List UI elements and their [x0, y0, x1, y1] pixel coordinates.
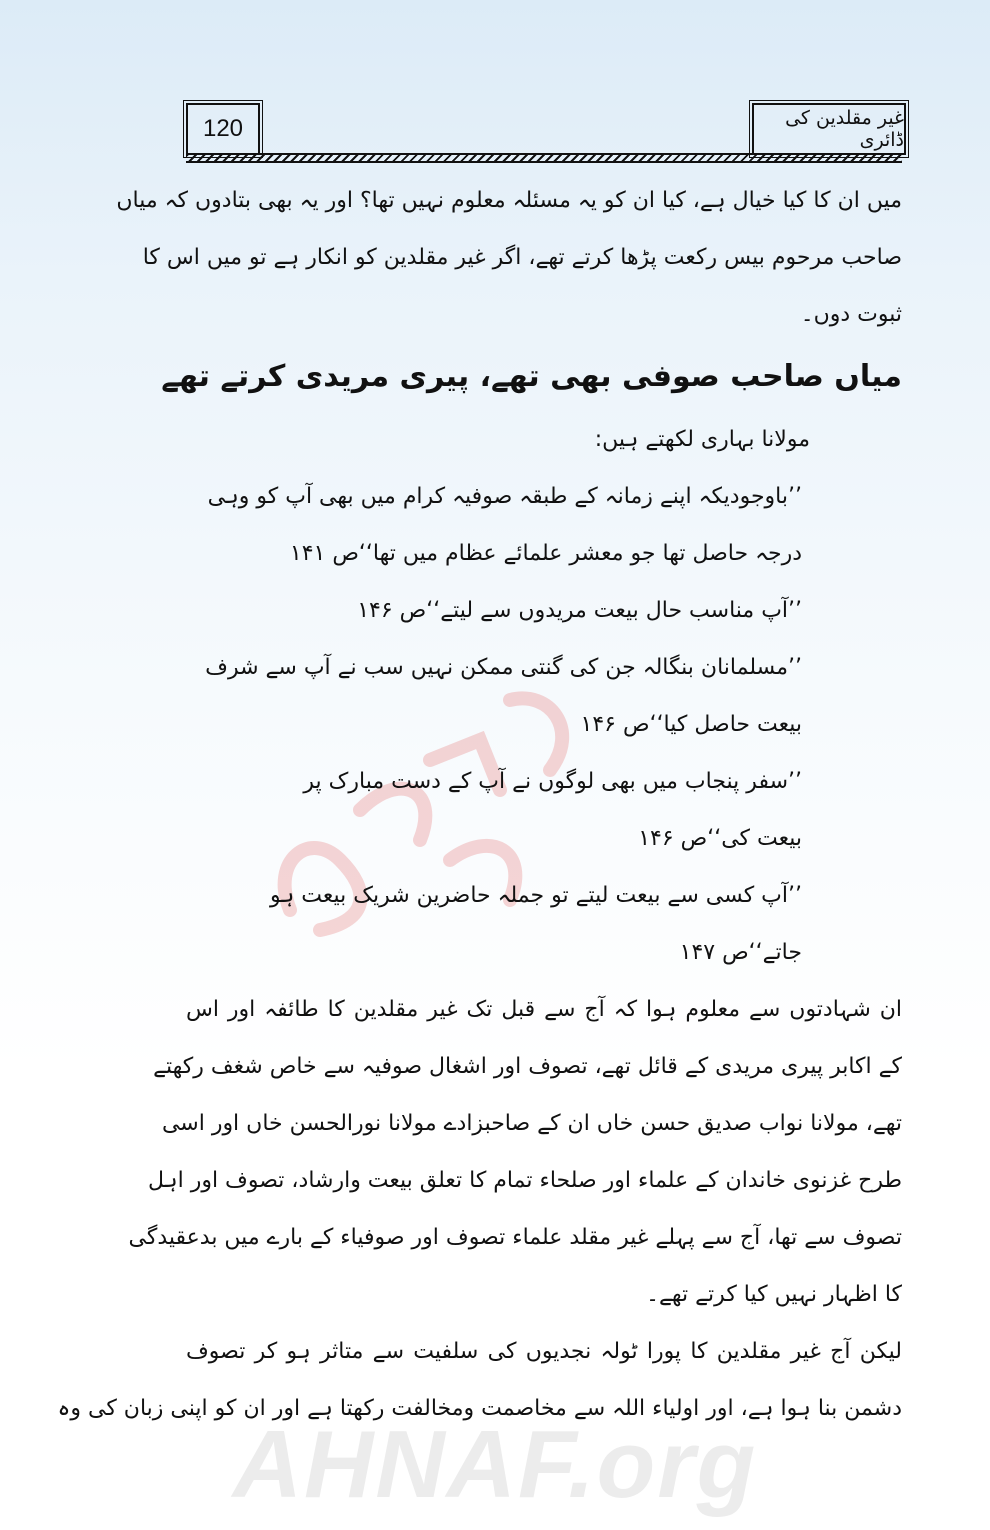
paragraph-line: کے اکابر پیری مریدی کے قائل تھے، تصوف اور اشغال صوفیہ سے خاص شغف رکھتے — [153, 1054, 902, 1079]
quote-line: ’’سفر پنجاب میں بھی لوگوں نے آپ کے دست مبارک پر — [303, 769, 802, 794]
quote-line: ’’باوجودیکہ اپنے زمانہ کے طبقہ صوفیہ کرام میں بھی آپ کو وہی — [207, 484, 802, 509]
quote-line: جاتے‘‘ص ۱۴۷ — [679, 940, 802, 965]
page-content — [57, 172, 902, 1437]
paragraph-line: تھے، مولانا نواب صدیق حسن خاں ان کے صاحبزادے مولانا نورالحسن خاں اور اسی — [161, 1111, 902, 1136]
paragraph-line: تصوف سے تھا، آج سے پہلے غیر مقلد علماء تصوف اور صوفیاء کے بارے میں بدعقیدگی — [128, 1225, 902, 1250]
quote-line: ’’آپ مناسب حال بیعت مریدوں سے لیتے‘‘ص ۱۴۶ — [357, 598, 802, 623]
paragraph-line: میں ان کا کیا خیال ہے، کیا ان کو یہ مسئلہ معلوم نہیں تھا؟ اور یہ بھی بتادوں کہ میاں — [116, 188, 902, 213]
header-divider — [186, 153, 902, 163]
quote-line: بیعت حاصل کیا‘‘ص ۱۴۶ — [580, 712, 802, 737]
quote-intro: مولانا بہاری لکھتے ہیں: — [594, 427, 810, 452]
paragraph-line: لیکن آج غیر مقلدین کا پورا ٹولہ نجدیوں کی سلفیت سے متاثر ہو کر تصوف — [186, 1339, 902, 1364]
book-title-box — [752, 103, 906, 155]
paragraph-line: ثبوت دوں۔ — [800, 302, 902, 327]
page-number: 120 — [202, 115, 244, 142]
page-number-box — [186, 103, 260, 155]
paragraph-line: طرح غزنوی خاندان کے علماء اور صلحاء تمام کا تعلق بیعت وارشاد، تصوف اور اہل — [148, 1168, 902, 1193]
section-heading: میاں صاحب صوفی بھی تھے، پیری مریدی کرتے تھے — [161, 359, 902, 394]
quote-line: درجہ حاصل تھا جو معشر علمائے عظام میں تھا‘‘ص ۱۴۱ — [289, 541, 802, 566]
quote-line: ’’مسلمانان بنگالہ جن کی گنتی ممکن نہیں سب نے آپ سے شرف — [205, 655, 802, 680]
paragraph-line: صاحب مرحوم بیس رکعت پڑھا کرتے تھے، اگر غیر مقلدین کو انکار ہے تو میں اس کا — [142, 245, 902, 270]
site-watermark: AHNAF.org — [232, 1411, 758, 1518]
paragraph-line: ان شہادتوں سے معلوم ہوا کہ آج سے قبل تک غیر مقلدین کا طائفہ اور اس — [186, 997, 902, 1022]
quote-line: بیعت کی‘‘ص ۱۴۶ — [638, 826, 802, 851]
book-title: غیر مقلدین کی ڈائری — [785, 107, 904, 151]
paragraph-line: کا اظہار نہیں کیا کرتے تھے۔ — [646, 1282, 902, 1307]
paragraph-line: دشمن بنا ہوا ہے، اور اولیاء اللہ سے مخاصمت ومخالفت رکھتا ہے اور ان کو اپنی زبان کی وہ — [57, 1396, 902, 1421]
quote-line: ’’آپ کسی سے بیعت لیتے تو جملہ حاضرین شریک بیعت ہو — [270, 883, 802, 908]
